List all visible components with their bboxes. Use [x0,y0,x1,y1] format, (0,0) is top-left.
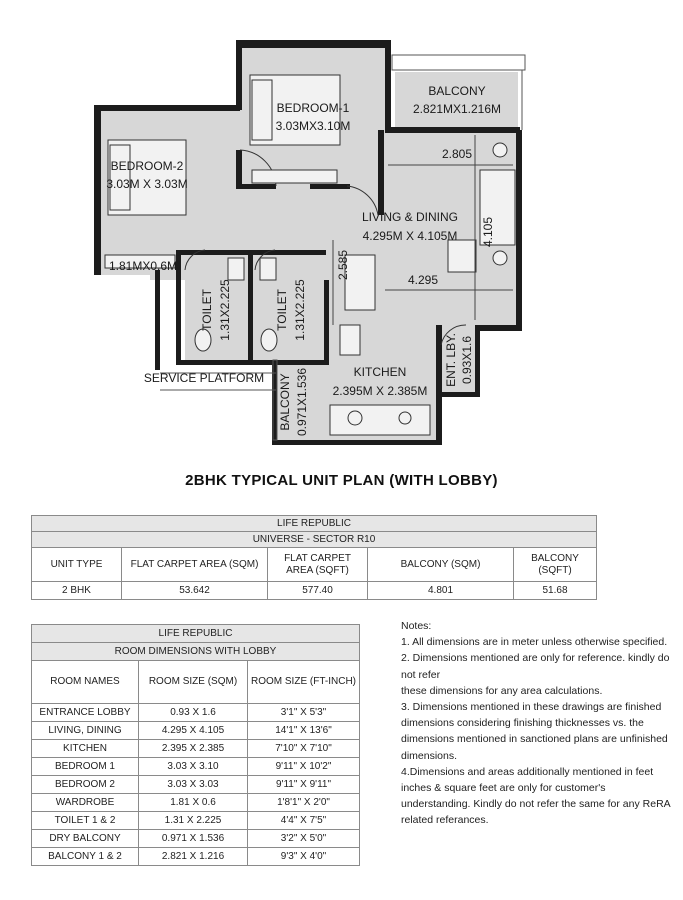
table-row [32,848,360,866]
plant-2 [493,251,507,265]
note-4: 4.Dimensions and areas additionally mentioned in feet inches & square feet are only for customer's understanding. Kindly do not refer the same for any ReRA related referances. [401,765,671,827]
table2-cell: 3.03 X 3.03 [139,776,248,794]
wardrobe-1 [252,170,337,183]
note-2: 2. Dimensions mentioned are only for reference. kindly do not refer [401,652,670,681]
table1-cell-balcony-sqm: 4.801 [368,582,514,600]
table-row [32,794,360,812]
table2-cell: BEDROOM 2 [32,776,139,794]
table1-header-carpet-sqm: FLAT CARPET AREA (SQM) [122,548,268,582]
table1-header-carpet-sqft: FLAT CARPET AREA (SQFT) [268,548,368,582]
notes-heading: Notes: [401,620,432,632]
bedroom1-size: 3.03MX3.10M [275,119,351,133]
dim-4105: 4.105 [481,216,495,248]
toilet1-size: 1.31X2.225 [218,279,232,341]
table2-cell: TOILET 1 & 2 [32,812,139,830]
table2-cell: 3'1" X 5'3" [248,704,360,722]
wardrobe-size: 1.81MX0.6M [108,259,178,273]
balcony-size: 2.821MX1.216M [412,102,502,116]
service-platform-label: SERVICE PLATFORM [143,371,265,385]
kitchen-name: KITCHEN [353,365,407,379]
toilet-2-wc [261,329,277,351]
toilet-1-basin [228,258,244,280]
table-row [32,758,360,776]
table-row [32,776,360,794]
table-row [32,740,360,758]
living-name: LIVING & DINING [361,210,459,224]
bedroom2-name: BEDROOM-2 [110,159,184,173]
hob [399,412,411,424]
table1-project: LIFE REPUBLIC [32,516,597,532]
chair [340,325,360,355]
table1-header-unit-type: UNIT TYPE [32,548,122,582]
toilet-2-basin [260,258,276,280]
table-row [32,812,360,830]
table2-cell: 4'4" X 7'5" [248,812,360,830]
living-size: 4.295M X 4.105M [362,229,458,243]
kitchen-counter [330,405,430,435]
toilet2-name: TOILET [275,289,289,331]
ent-lobby-name: ENT. LBY. [444,333,458,387]
table2-cell: 2.821 X 1.216 [139,848,248,866]
table2-cell: 3'2" X 5'0" [248,830,360,848]
table2-cell: 4.295 X 4.105 [139,722,248,740]
table2-cell: 9'11" X 9'11" [248,776,360,794]
kitchen-size: 2.395M X 2.385M [332,384,428,398]
table2-cell: 9'11" X 10'2" [248,758,360,776]
table2-cell: 14'1" X 13'6" [248,722,360,740]
table1-cell-balcony-sqft: 51.68 [514,582,597,600]
table1-header-balcony-sqft: BALCONY (SQFT) [514,548,597,582]
dim-2585: 2.585 [336,249,350,281]
table1-header-balcony-sqm: BALCONY (SQM) [368,548,514,582]
sink [348,411,362,425]
note-1: 1. All dimensions are in meter unless otherwise specified. [401,636,668,649]
note-3: 3. Dimensions mentioned in these drawings are finished dimensions considering finishing thicknesses vs. the dimensions mentioned in sanctioned plans are unfinished dimensions. [401,701,668,762]
table1-cell-carpet-sqft: 577.40 [268,582,368,600]
armchair [448,240,476,272]
bedroom1-name: BEDROOM-1 [276,101,350,115]
table1-cell-carpet-sqm: 53.642 [122,582,268,600]
toilet-1-wc [195,329,211,351]
table2-cell: 9'3" X 4'0" [248,848,360,866]
table2-cell: 2.395 X 2.385 [139,740,248,758]
table-row [32,704,360,722]
table-row [32,830,360,848]
toilet2-size: 1.31X2.225 [293,279,307,341]
table2-header-room: ROOM NAMES [32,661,139,704]
balcony-name: BALCONY [428,84,486,98]
table2-cell: 7'10" X 7'10" [248,740,360,758]
notes [401,618,671,829]
table2-cell: 0.971 X 1.536 [139,830,248,848]
table2-cell: DRY BALCONY [32,830,139,848]
dim-2805: 2.805 [441,147,473,161]
plan-title: 2BHK TYPICAL UNIT PLAN (WITH LOBBY) [185,472,498,489]
bedroom2-size: 3.03M X 3.03M [106,177,188,191]
table2-cell: KITCHEN [32,740,139,758]
table2-cell: 3.03 X 3.10 [139,758,248,776]
note-2-cont: these dimensions for any area calculations. [401,684,603,697]
table2-cell: WARDROBE [32,794,139,812]
dry-balcony-size: 0.971X1.536 [295,367,309,437]
dim-4295: 4.295 [407,273,439,287]
plant-1 [493,143,507,157]
room-dimensions-table [31,624,360,866]
unit-area-table [31,515,597,600]
table2-cell: 0.93 X 1.6 [139,704,248,722]
table2-header-ftinch: ROOM SIZE (FT-INCH) [248,661,360,704]
bed-1-pillows [252,80,272,140]
table1-cell-unit-type: 2 BHK [32,582,122,600]
table2-cell: ENTRANCE LOBBY [32,704,139,722]
ent-lobby-size: 0.93X1.6 [460,335,474,385]
table1-sector: UNIVERSE - SECTOR R10 [32,532,597,548]
table2-cell: BEDROOM 1 [32,758,139,776]
table2-header-sqm: ROOM SIZE (SQM) [139,661,248,704]
table2-cell: 1.81 X 0.6 [139,794,248,812]
table2-subtitle: ROOM DIMENSIONS WITH LOBBY [32,643,360,661]
table-row [32,722,360,740]
table2-cell: 1.31 X 2.225 [139,812,248,830]
table2-cell: LIVING, DINING [32,722,139,740]
table2-cell: BALCONY 1 & 2 [32,848,139,866]
table2-cell: 1'8'1" X 2'0" [248,794,360,812]
table2-project: LIFE REPUBLIC [32,625,360,643]
dry-balcony-name: BALCONY [278,373,292,431]
toilet1-name: TOILET [200,289,214,331]
